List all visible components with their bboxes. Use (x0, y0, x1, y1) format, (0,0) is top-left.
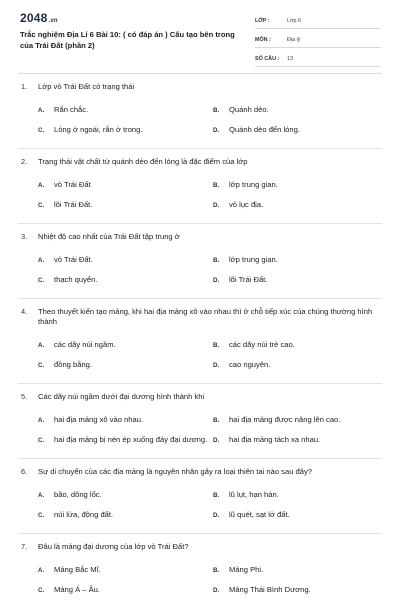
answer-options (38, 485, 378, 525)
option-letter: D. (213, 201, 220, 209)
answer-option[interactable] (38, 270, 213, 290)
answer-option[interactable] (38, 175, 213, 195)
logo-sub: .vn (48, 18, 58, 24)
answer-option[interactable] (38, 560, 213, 580)
option-letter: B. (213, 491, 220, 499)
question-number: 2. (21, 157, 28, 166)
answer-option[interactable] (38, 355, 213, 375)
logo-main: 2048 (20, 11, 48, 25)
option-text: Mảng Thái Bình Dương. (229, 585, 311, 595)
option-letter: D. (213, 126, 220, 134)
option-letter: B. (213, 181, 220, 189)
answer-option[interactable] (38, 485, 213, 505)
question-text: Sự di chuyển của các địa mảng là nguyên nhân gây ra loại thiên tai nào sau đây? (38, 467, 313, 476)
option-text: Quánh dẻo đến lỏng. (229, 125, 300, 135)
question-divider (18, 533, 382, 534)
question-item (0, 307, 400, 375)
answer-option[interactable] (213, 355, 388, 375)
question-divider (18, 458, 382, 459)
answer-option[interactable] (38, 505, 213, 525)
page-header (0, 0, 400, 72)
option-letter: B. (213, 256, 220, 264)
question-item (0, 82, 400, 140)
meta-value: Lớp 6 (287, 17, 302, 24)
answer-option[interactable] (213, 580, 388, 600)
question-number: 5. (21, 392, 28, 401)
answer-option[interactable] (38, 195, 213, 215)
option-text: Lỏng ở ngoài, rắn ở trong. (54, 125, 143, 135)
meta-value: 13 (287, 55, 293, 62)
answer-options (38, 560, 378, 600)
option-letter: A. (38, 341, 45, 349)
answer-option[interactable] (213, 175, 388, 195)
option-letter: A. (38, 181, 45, 189)
answer-option[interactable] (213, 270, 388, 290)
option-text: hai địa mảng tách xa nhau. (229, 435, 321, 445)
option-text: núi lửa, động đất. (54, 510, 114, 520)
option-letter: D. (213, 586, 220, 594)
question-divider (18, 223, 382, 224)
meta-label: MÔN : (255, 36, 271, 43)
option-letter: B. (213, 341, 220, 349)
option-text: hai địa mảng bị nén ép xuống đáy đại dương. (54, 435, 208, 445)
answer-option[interactable] (213, 195, 388, 215)
answer-option[interactable] (38, 250, 213, 270)
question-number: 4. (21, 307, 28, 316)
answer-option[interactable] (213, 410, 388, 430)
option-text: đồng bằng. (54, 360, 93, 370)
option-text: lõi Trái Đất. (229, 275, 268, 285)
site-logo[interactable] (20, 11, 58, 25)
answer-option[interactable] (213, 100, 388, 120)
header-divider (18, 73, 382, 74)
answer-option[interactable] (213, 560, 388, 580)
question-divider (18, 383, 382, 384)
answer-option[interactable] (38, 430, 213, 450)
option-text: vỏ Trái Đất (54, 180, 91, 190)
question-text: Lớp vỏ Trái Đất có trạng thái (38, 82, 135, 91)
quiz-title: Trắc nghiệm Địa Lí 6 Bài 10: ( có đáp án ) Cấu tạo bên trong của Trái Đất (phần 2) (20, 30, 235, 50)
answer-option[interactable] (38, 580, 213, 600)
question-item (0, 232, 400, 290)
option-text: cao nguyên. (229, 360, 271, 370)
answer-option[interactable] (213, 335, 388, 355)
answer-option[interactable] (213, 485, 388, 505)
option-letter: D. (213, 276, 220, 284)
question-list (0, 82, 400, 600)
option-text: Mảng Bắc Mĩ. (54, 565, 101, 575)
answer-options (38, 100, 378, 140)
option-text: vỏ Trái Đất. (54, 255, 93, 265)
option-text: các dãy núi ngầm. (54, 340, 116, 350)
answer-option[interactable] (38, 100, 213, 120)
option-text: lũ quét, sạt lở đất. (229, 510, 290, 520)
option-text: Rắn chắc. (54, 105, 89, 115)
answer-options (38, 410, 378, 450)
question-text: Theo thuyết kiến tạo mảng, khi hai địa mảng xô vào nhau thì ở chỗ tiếp xúc của chúng thường hình thành (38, 307, 373, 326)
quiz-meta (255, 13, 381, 70)
option-letter: A. (38, 416, 45, 424)
answer-options (38, 175, 378, 215)
option-letter: A. (38, 566, 45, 574)
option-letter: A. (38, 106, 45, 114)
option-text: bão, dông lốc. (54, 490, 102, 500)
meta-row-subject (255, 32, 381, 48)
answer-option[interactable] (213, 430, 388, 450)
option-letter: C. (38, 201, 45, 209)
option-text: hai địa mảng xô vào nhau. (54, 415, 144, 425)
option-letter: D. (213, 511, 220, 519)
option-text: lõi Trái Đất. (54, 200, 93, 210)
option-text: thạch quyển. (54, 275, 98, 285)
question-divider (18, 148, 382, 149)
question-number: 7. (21, 542, 28, 551)
option-text: Quánh dẻo. (229, 105, 269, 115)
option-letter: A. (38, 256, 45, 264)
answer-option[interactable] (38, 410, 213, 430)
answer-options (38, 335, 378, 375)
meta-value: Địa lý (287, 36, 301, 43)
answer-option[interactable] (213, 120, 388, 140)
question-text: Nhiệt độ cao nhất của Trái Đất tập trung ở (38, 232, 180, 241)
answer-option[interactable] (38, 335, 213, 355)
question-number: 1. (21, 82, 28, 91)
option-text: vỏ lục địa. (229, 200, 264, 210)
option-letter: D. (213, 436, 220, 444)
question-number: 3. (21, 232, 28, 241)
meta-row-class (255, 13, 381, 29)
option-letter: B. (213, 416, 220, 424)
question-number: 6. (21, 467, 28, 476)
meta-label: LỚP : (255, 17, 270, 24)
option-text: Mảng Á – Âu. (54, 585, 101, 595)
option-letter: C. (38, 436, 45, 444)
option-text: lớp trung gian. (229, 180, 278, 190)
answer-option[interactable] (38, 120, 213, 140)
option-letter: C. (38, 511, 45, 519)
question-item (0, 542, 400, 600)
answer-option[interactable] (213, 250, 388, 270)
option-text: các dãy núi trẻ cao. (229, 340, 295, 350)
option-text: Mảng Phi. (229, 565, 264, 575)
option-letter: B. (213, 566, 220, 574)
question-text: Trạng thái vật chất từ quánh dẻo đến lỏng là đặc điểm của lớp (38, 157, 248, 166)
question-item (0, 157, 400, 215)
option-letter: C. (38, 276, 45, 284)
option-letter: A. (38, 491, 45, 499)
question-item (0, 467, 400, 525)
option-text: lớp trung gian. (229, 255, 278, 265)
answer-options (38, 250, 378, 290)
meta-label: SỐ CÂU : (255, 55, 280, 62)
option-letter: D. (213, 361, 220, 369)
meta-row-count (255, 51, 381, 67)
option-letter: C. (38, 361, 45, 369)
question-divider (18, 298, 382, 299)
option-letter: C. (38, 126, 45, 134)
option-letter: C. (38, 586, 45, 594)
option-text: hai địa mảng được nâng lên cao. (229, 415, 341, 425)
question-item (0, 392, 400, 450)
answer-option[interactable] (213, 505, 388, 525)
option-letter: B. (213, 106, 220, 114)
question-text: Đâu là mảng đại dương của lớp vỏ Trái Đất? (38, 542, 189, 551)
question-text: Các dãy núi ngầm dưới đại dương hình thành khi (38, 392, 205, 401)
option-text: lũ lụt, hạn hán. (229, 490, 279, 500)
